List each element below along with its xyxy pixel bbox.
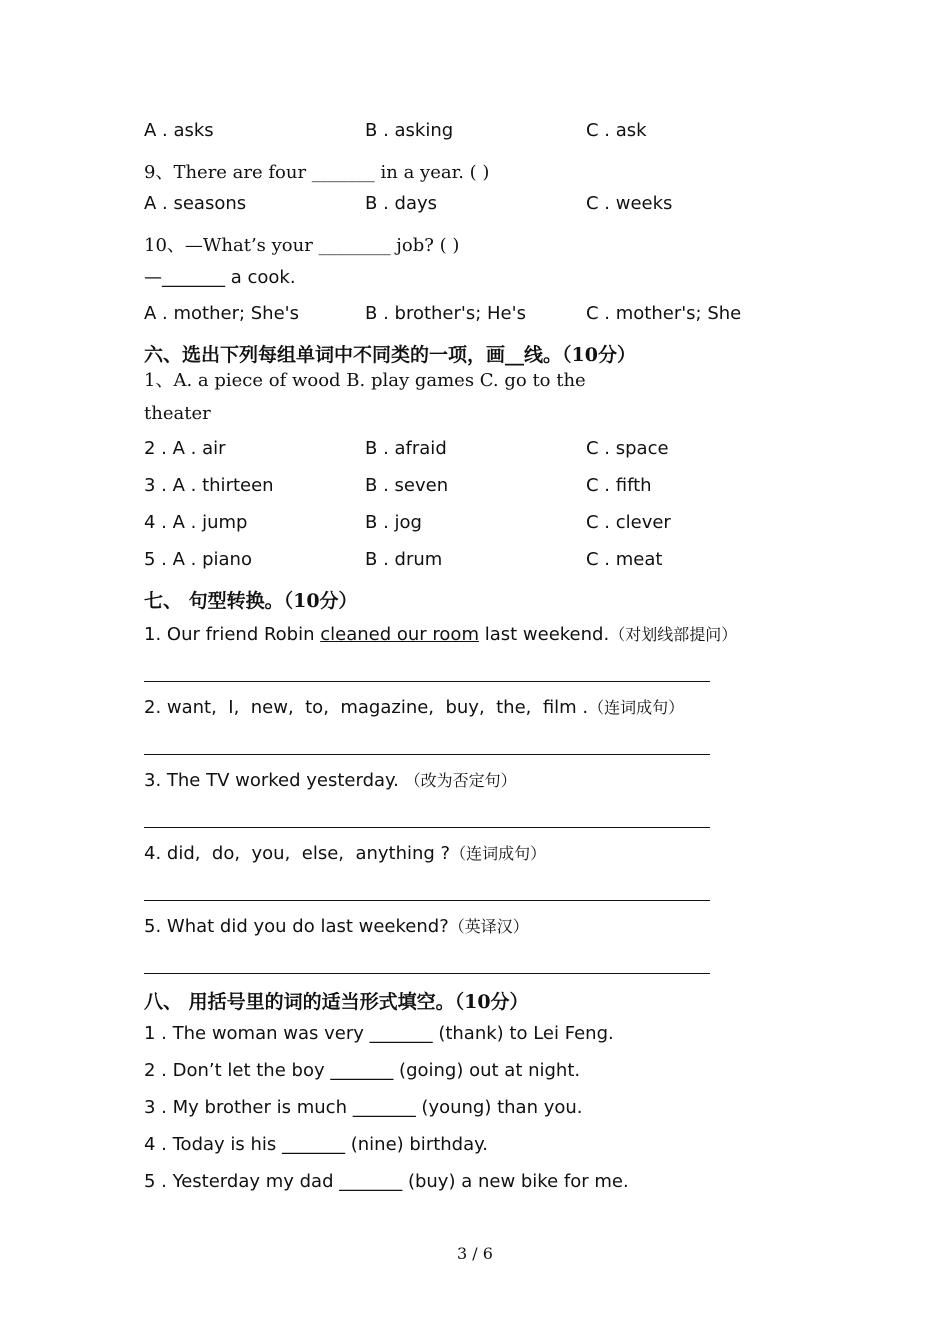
section6-item-option-b: B . drum [365,549,443,570]
section7-q4 [144,841,546,864]
section6-q1-line1: 1、A. a piece of wood B. play games C. go to the [144,370,586,391]
section6-item-option-a: 5 . A . piano [144,549,252,570]
section7-q5-hint: （英译汉） [448,917,529,936]
section8-item: 1 . The woman was very _______ (thank) to Lei Feng. [144,1023,614,1044]
section6-item-option-b: B . jog [365,512,422,533]
q10-stem: 10、—What’s your ________ job? ( ) [144,235,460,256]
answer-line[interactable] [144,973,710,974]
section6-item-option-a: 4 . A . jump [144,512,248,533]
page-number: 3 / 6 [457,1244,493,1263]
q9-option-a: A . seasons [144,193,247,214]
section8-title: 八、 用括号里的词的适当形式填空。（10分） [144,991,529,1013]
section6-item-option-c: C . space [586,438,669,459]
section7-q1-underlined: cleaned our room [320,624,479,645]
section6-q1-line2: theater [144,403,211,424]
section7-q4-hint: （连词成句） [450,844,547,863]
q8-option-c: C . ask [586,120,647,141]
section7-q5 [144,914,529,937]
section7-q1-hint: （对划线部提问） [609,625,738,644]
q9-option-c: C . weeks [586,193,673,214]
section7-title: 七、 句型转换。（10分） [144,590,358,612]
q10-option-b: B . brother's; He's [365,303,526,324]
q10-reply: —_______ a cook. [144,267,296,288]
section6-item-option-c: C . fifth [586,475,652,496]
q9-stem: 9、There are four _______ in a year. ( ) [144,162,490,183]
section6-item-option-c: C . meat [586,549,663,570]
section8-item: 5 . Yesterday my dad _______ (buy) a new bike for me. [144,1171,629,1192]
answer-line[interactable] [144,827,710,828]
q8-option-a: A . asks [144,120,214,141]
section8-item: 2 . Don’t let the boy _______ (going) out at night. [144,1060,581,1081]
q10-option-c: C . mother's; She [586,303,742,324]
section7-q1-text-end: last weekend. [478,624,610,645]
section6-item-option-a: 3 . A . thirteen [144,475,274,496]
section6-item-option-b: B . seven [365,475,449,496]
section7-q3-hint: （改为否定句） [404,771,517,790]
section7-q2 [144,695,684,718]
section7-q5-text: 5. What did you do last weekend? [144,916,449,937]
section6-title: 六、选出下列每组单词中不同类的一项，画__线。（10分） [144,344,636,366]
section6-item-option-b: B . afraid [365,438,447,459]
section6-item-option-a: 2 . A . air [144,438,226,459]
section7-q1-text: 1. Our friend Robin [144,624,321,645]
section7-q2-text: 2. want, I, new, to, magazine, buy, the, film . [144,697,589,718]
section8-item: 3 . My brother is much _______ (young) than you. [144,1097,583,1118]
q10-option-a: A . mother; She's [144,303,299,324]
q8-option-b: B . asking [365,120,454,141]
section6-item-option-c: C . clever [586,512,671,533]
section7-q4-text: 4. did, do, you, else, anything ? [144,843,451,864]
q9-option-b: B . days [365,193,437,214]
answer-line[interactable] [144,754,710,755]
answer-line[interactable] [144,900,710,901]
section8-item: 4 . Today is his _______ (nine) birthday. [144,1134,488,1155]
section7-q1 [144,622,737,645]
section7-q2-hint: （连词成句） [588,698,685,717]
section7-q3 [144,768,517,791]
answer-line[interactable] [144,681,710,682]
section7-q3-text: 3. The TV worked yesterday. [144,770,405,791]
